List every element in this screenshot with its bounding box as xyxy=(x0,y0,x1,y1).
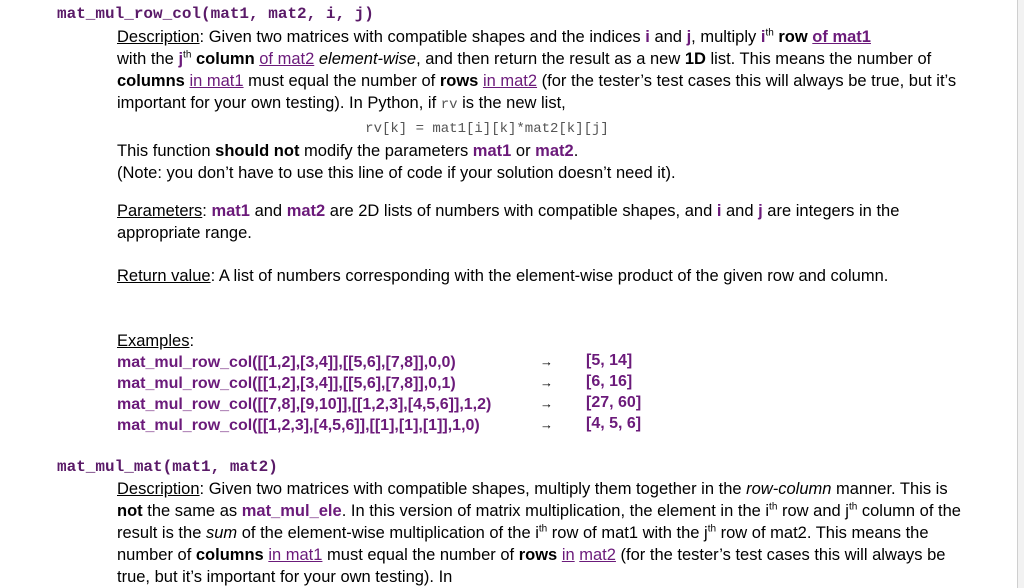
example-row xyxy=(117,415,480,436)
in-mat1: in mat1 xyxy=(268,546,323,564)
jth-sup: th xyxy=(183,49,192,61)
columns-word: columns xyxy=(195,546,264,564)
ith-sup: th xyxy=(765,27,774,39)
text: is the new list, xyxy=(457,94,566,112)
text: This function xyxy=(117,142,216,160)
text: or xyxy=(511,142,536,160)
row-column: row-column xyxy=(746,480,832,498)
examples-label: Examples xyxy=(117,332,190,350)
text: with the xyxy=(117,50,179,68)
text: row and j xyxy=(777,502,849,520)
jth-j: j xyxy=(178,50,184,68)
element-wise: element-wise xyxy=(318,50,417,68)
example-result: [4, 5, 6] xyxy=(586,415,642,432)
description-label: Description xyxy=(117,480,200,498)
mat-mul-ele: mat_mul_ele xyxy=(241,502,342,520)
columns-word: columns xyxy=(117,72,185,90)
text: must equal the number of xyxy=(243,72,440,90)
param-i: i xyxy=(716,202,722,220)
in-word: in xyxy=(561,546,575,564)
oned: 1D xyxy=(684,50,706,68)
rv-code: rv xyxy=(440,97,458,113)
example-result: [5, 14] xyxy=(586,352,633,369)
sup: th xyxy=(769,501,778,513)
param-j: j xyxy=(758,202,763,220)
not-word: not xyxy=(117,502,143,520)
text: row of mat2. This means the number of xyxy=(117,524,929,564)
example-result: [27, 60] xyxy=(586,394,642,411)
text: : Given two matrices with compatible shapes and the indices xyxy=(199,28,646,46)
description-paragraph-row-col xyxy=(117,26,967,184)
of-mat1: of mat1 xyxy=(812,28,871,46)
in-mat2: in mat2 xyxy=(482,72,538,90)
text: are integers in the appropriate range. xyxy=(117,202,900,242)
arrow-icon: → xyxy=(540,354,553,369)
text: are 2D lists of numbers with compatible shapes, and xyxy=(325,202,717,220)
example-call: mat_mul_row_col([[1,2],[3,4]],[[5,6],[7,8]],0,1) xyxy=(117,375,456,392)
text: and xyxy=(249,202,287,220)
function-signature-row-col: mat_mul_row_col(mat1, mat2, i, j) xyxy=(57,5,374,23)
text: : Given two matrices with compatible shapes, multiply them together in the xyxy=(199,480,747,498)
parameters-label: Parameters xyxy=(117,202,203,220)
sup: th xyxy=(848,501,858,513)
example-row xyxy=(117,394,491,415)
sup: th xyxy=(538,523,548,535)
text: manner. This is xyxy=(831,480,948,498)
text: , and then return the result as a new xyxy=(416,50,685,68)
note: (Note: you don’t have to use this line of code if your solution doesn’t need it). xyxy=(117,164,676,182)
text: the same as xyxy=(142,502,242,520)
return-text: : A list of numbers corresponding with the element-wise product of the given row and column. xyxy=(210,267,889,285)
description-paragraph-mat-mul xyxy=(117,478,967,588)
function-signature-mat-mul: mat_mul_mat(mat1, mat2) xyxy=(57,458,278,476)
mat1-name: mat1 xyxy=(211,202,250,220)
parameters-paragraph xyxy=(117,200,967,244)
mat2-name: mat2 xyxy=(286,202,326,220)
text: of the element-wise multiplication of the i xyxy=(237,524,539,542)
should-not: should not xyxy=(215,142,300,160)
in-mat1: in mat1 xyxy=(189,72,244,90)
mat2-link: mat2 xyxy=(579,546,616,564)
text: and xyxy=(649,28,687,46)
row-word: row xyxy=(773,28,813,46)
description-label: Description xyxy=(117,28,200,46)
text: modify the parameters xyxy=(299,142,473,160)
code-line xyxy=(117,116,967,140)
of-mat2: of mat2 xyxy=(259,50,315,68)
column-word: column xyxy=(191,50,260,68)
text: (for the tester’s test cases this will always be true, but it’s important for your own testing). In xyxy=(117,546,946,586)
text: column of the result is the xyxy=(117,502,961,542)
param-i: i xyxy=(645,28,650,46)
return-paragraph xyxy=(117,265,967,287)
example-call: mat_mul_row_col([[7,8],[9,10]],[[1,2,3],[4,5,6]],1,2) xyxy=(117,396,492,413)
text: . In this version of matrix multiplication, the element in the i xyxy=(341,502,770,520)
sup: th xyxy=(707,523,717,535)
text: must equal the number of xyxy=(322,546,519,564)
text: and xyxy=(721,202,759,220)
text: . xyxy=(573,142,579,160)
mat2-name: mat2 xyxy=(535,142,574,160)
example-result: [6, 16] xyxy=(586,373,633,390)
return-label: Return value xyxy=(117,267,211,285)
example-row xyxy=(117,373,456,394)
example-call: mat_mul_row_col([[1,2],[3,4]],[[5,6],[7,8]],0,0) xyxy=(117,354,456,371)
rows-word: rows xyxy=(518,546,558,564)
examples-heading xyxy=(117,330,967,352)
ith-i: i xyxy=(760,28,766,46)
code-expression: rv[k] = mat1[i][k]*mat2[k][j] xyxy=(365,121,609,137)
text: : xyxy=(189,332,195,350)
text: row of mat1 with the j xyxy=(547,524,708,542)
rows-word: rows xyxy=(439,72,479,90)
mat1-name: mat1 xyxy=(472,142,512,160)
param-j: j xyxy=(686,28,692,46)
arrow-icon: → xyxy=(540,417,553,432)
arrow-icon: → xyxy=(540,375,553,390)
text: : xyxy=(202,202,212,220)
page-edge xyxy=(1018,0,1024,588)
example-call: mat_mul_row_col([[1,2,3],[4,5,6]],[[1],[1],[1]],1,0) xyxy=(117,417,480,434)
text: , multiply xyxy=(691,28,761,46)
text: list. This means the number of xyxy=(705,50,932,68)
sum-word: sum xyxy=(205,524,238,542)
arrow-icon: → xyxy=(540,396,553,411)
example-row xyxy=(117,352,456,373)
text: (for the tester’s test cases this will always be true, but it’s important for your own testing). In Python, if xyxy=(117,72,957,112)
